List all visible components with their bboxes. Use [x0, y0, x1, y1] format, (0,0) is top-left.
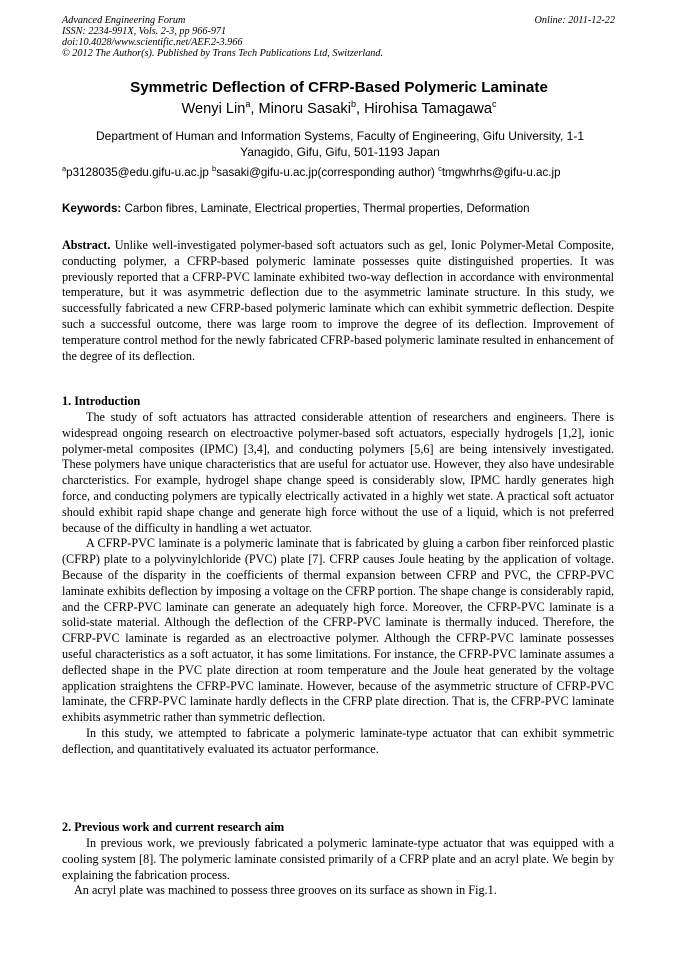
abstract-label: Abstract.	[62, 238, 111, 252]
section-heading: 1. Introduction	[62, 394, 141, 408]
abstract	[62, 238, 614, 364]
author-separator: ,	[250, 101, 259, 117]
email-address: p3128035@edu.gifu-u.ac.jp	[66, 166, 213, 179]
paragraph: In previous work, we previously fabricated a polymeric laminate-type actuator that was equipped with a cooling system [8]. The polymeric laminate consisted primarily of a CFRP plate and an acryl plate. We begin by explaining the fabrication process.	[62, 836, 614, 882]
paragraph: The study of soft actuators has attracted considerable attention of researchers and engineers. There is widespread ongoing research on electroactive polymer-based soft actuators, especially hydrogels [1,2], ionic polymer-metal composites (IPMC) [3,4], and conducting polymers [5,6] are being intensively investigated. These polymers have unique characteristics that are useful for actuator use. However, they also have undesirable charcteristics. For example, hydrogel shape change speed is considerably slow, IPMC hardly generates high force, and conducting polymers are typically electrically activated in a highly wet state. A practical soft actuator should exhibit rapid shape change and generate high force without the use of a liquid, which is not preferred because of the difficulty in handling a wet actuator.	[62, 410, 614, 535]
author-name: Wenyi Lin	[181, 101, 246, 117]
email-mark: c	[438, 164, 442, 173]
author-affiliation-mark: c	[491, 99, 497, 109]
doi-line: doi:10.4028/www.scientific.net/AEF.2-3.966	[62, 37, 243, 48]
affiliation: Department of Human and Information Systems, Faculty of Engineering, Gifu University, 1-1 Yanagido, Gifu, Gifu, 501-1193 Japan	[96, 129, 584, 159]
journal-name: Advanced Engineering Forum	[62, 15, 186, 26]
keywords	[62, 202, 530, 215]
author-name: Minoru Sasaki	[258, 101, 351, 117]
paragraph: An acryl plate was machined to possess three grooves on its surface as shown in Fig.1.	[74, 883, 497, 898]
author-emails	[62, 166, 561, 179]
email-mark: a	[62, 164, 67, 173]
issn-line: ISSN: 2234-991X, Vols. 2-3, pp 966-971	[62, 26, 227, 37]
section-body	[62, 410, 614, 758]
keywords-text: Carbon fibres, Laminate, Electrical properties, Thermal properties, Deformation	[121, 202, 530, 215]
paper-title: Symmetric Deflection of CFRP-Based Polymeric Laminate	[130, 79, 548, 96]
abstract-text: Unlike well-investigated polymer-based soft actuators such as gel, Ionic Polymer-Metal Composite, conducting polymer, a CFRP-based polymeric laminate possesses quite distinguished properties. It was previously reported that a CFRP-PVC laminate exhibited two-way deflection in accordance with environmental temperature, but it was asymmetric deflection due to the asymmetric laminate structure. In this study, we successfully fabricated a new CFRP-based polymeric laminate which can exhibit symmetric deflection. Despite such a successful outcome, there was large room to improve the degree of its deflection. Improvement of temperature control method for the newly fabricated CFRP-based polymeric laminate resulted in enhancement of the degree of its deflection.	[62, 238, 614, 363]
section-heading: 2. Previous work and current research aim	[62, 820, 285, 834]
paragraph: In this study, we attempted to fabricate a polymeric laminate-type actuator that can exhibit symmetric deflection, and quantitatively evaluated its actuator performance.	[62, 725, 614, 756]
email-mark: b	[212, 164, 217, 173]
email-address: sasaki@gifu-u.ac.jp(corresponding author)	[216, 166, 439, 179]
author-name: Hirohisa Tamagawa	[364, 101, 492, 117]
copyright-line: © 2012 The Author(s). Published by Trans Tech Publications Ltd, Switzerland.	[62, 48, 384, 59]
author-affiliation-mark: b	[350, 99, 356, 109]
email-address: tmgwhrhs@gifu-u.ac.jp	[441, 166, 561, 179]
online-date: Online: 2011-12-22	[534, 15, 615, 26]
author-affiliation-mark: a	[245, 99, 251, 109]
keywords-label: Keywords:	[62, 202, 122, 215]
section-body	[62, 836, 614, 899]
paragraph: A CFRP-PVC laminate is a polymeric laminate that is fabricated by gluing a carbon fiber reinforced plastic (CFRP) plate to a polyvinylchloride (PVC) plate [7]. CFRP causes Joule heating by the application of voltage. Because of the disparity in the coefficients of thermal expansion between CFRP and PVC, the CFRP-PVC laminate exhibits deflection by imposing a voltage on the CFRP portion. The shape change is considerably rapid, and the CFRP-PVC laminate can generate an adequately high force. Moreover, the CFRP-PVC laminate is a solid-state material. Although the deflection of the CFRP-PVC laminate is thermally induced. Therefore, the CFRP-PVC laminate is regarded as an electroactive polymer. Although the CFRP-PVC laminate possesses useful characteristics as a soft actuator, it has some limitations. For instance, the CFRP-PVC laminate assumes a deflected shape in the PVC plate direction at room temperature and the Joule heat generated by the voltage application straightens the CFRP-PVC laminate. However, because of the asymmetric structure of CFRP-PVC laminate, the CFRP-PVC laminate hardly deflects in the CFRP plate direction. That is, the CFRP-PVC laminate exhibits asymmetric rather than symmetric deflection.	[62, 536, 614, 725]
author-list	[0, 101, 678, 117]
author-separator: ,	[355, 101, 365, 117]
